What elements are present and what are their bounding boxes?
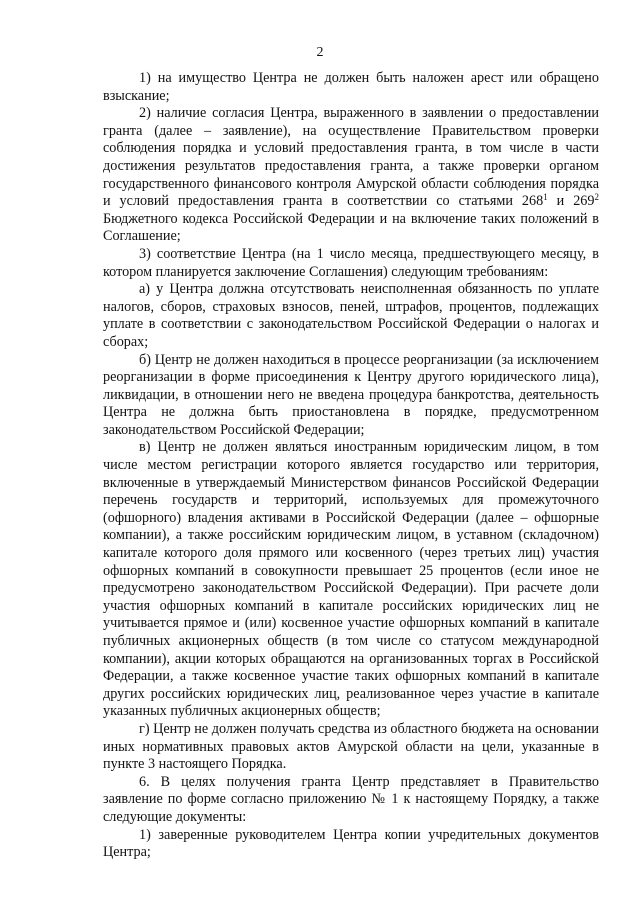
paragraph-item-2-text-b: и 269 xyxy=(547,193,595,210)
superscript-2: 2 xyxy=(594,192,599,203)
paragraph-item-2-text-c: Бюджетного кодекса Российской Федерации и на включение таких положений в Соглашение; xyxy=(103,210,599,245)
paragraph-item-3a: а) у Центра должна отсутствовать неисполненная обязанность по уплате налогов, сборов, страховых взносов, пеней, штрафов, процентов, подлежащих уплате в соответствии с законодательством Российской Федерации о налогах и сборах; xyxy=(103,281,599,350)
paragraph-item-3g: г) Центр не должен получать средства из областного бюджета на основании иных нормативных правовых актов Амурской области на цели, указанные в пункте 3 настоящего Порядка. xyxy=(103,720,599,773)
paragraph-item-6: 6. В целях получения гранта Центр представляет в Правительство заявление по форме согласно приложению № 1 к настоящему Порядку, а также следующие документы: xyxy=(103,773,599,825)
paragraph-item-3: 3) соответствие Центра (на 1 число месяца, предшествующего месяцу, в котором планируется заключение Соглашения) следующим требованиям: xyxy=(103,245,599,280)
page-number: 2 xyxy=(316,45,324,60)
paragraph-item-2-text-a: 2) наличие согласия Центра, выраженного в заявлении о предоставлении гранта (далее – заявление), на осуществление Правительством проверки соблюдения порядка и условий предоставления гранта, в том числе в части достижения результатов предоставления гранта, а также проверки органом государственного финансового контроля Амурской области соблюдения порядка и условий предоставления гранта в соответствии со статьями 268 xyxy=(103,105,599,210)
superscript-1: 1 xyxy=(543,192,548,203)
document-body xyxy=(103,70,599,862)
paragraph-item-1: 1) на имущество Центра не должен быть наложен арест или обращено взыскание; xyxy=(103,70,599,104)
paragraph-item-6-1: 1) заверенные руководителем Центра копии учредительных документов Центра; xyxy=(103,826,599,861)
paragraph-item-3v: в) Центр не должен являться иностранным юридическим лицом, в том числе местом регистрации которого является государство или территория, включенные в утверждаемый Министерством финансов Российской Федерации перечень государств и территорий, используемых для промежуточного (офшорного) владения активами в Российской Федерации (далее – офшорные компании), а также российским юридическим лицом, в уставном (складочном) капитале которого доля прямого или косвенного (через третьих лиц) участия офшорных компаний в совокупности превышает 25 процентов (если иное не предусмотрено законодательством Российской Федерации). При расчете доли участия офшорных компаний в капитале российских юридических лиц не учитывается прямое и (или) косвенное участие офшорных компаний в капитале публичных акционерных обществ (в том числе со статусом международной компании), акции которых обращаются на организованных торгах в Российской Федерации, а также косвенное участие таких офшорных компаний в капитале других российских юридических лиц, реализованное через участие в капитале указанных публичных акционерных обществ; xyxy=(103,439,599,720)
paragraph-item-2 xyxy=(103,105,599,246)
paragraph-item-3b: б) Центр не должен находиться в процессе реорганизации (за исключением реорганизации в форме присоединения к Центру другого юридического лица), ликвидации, в отношении него не введена процедура банкротства, деятельность Центра не должна быть приостановлена в порядке, предусмотренном законодательством Российской Федерации; xyxy=(103,351,599,438)
